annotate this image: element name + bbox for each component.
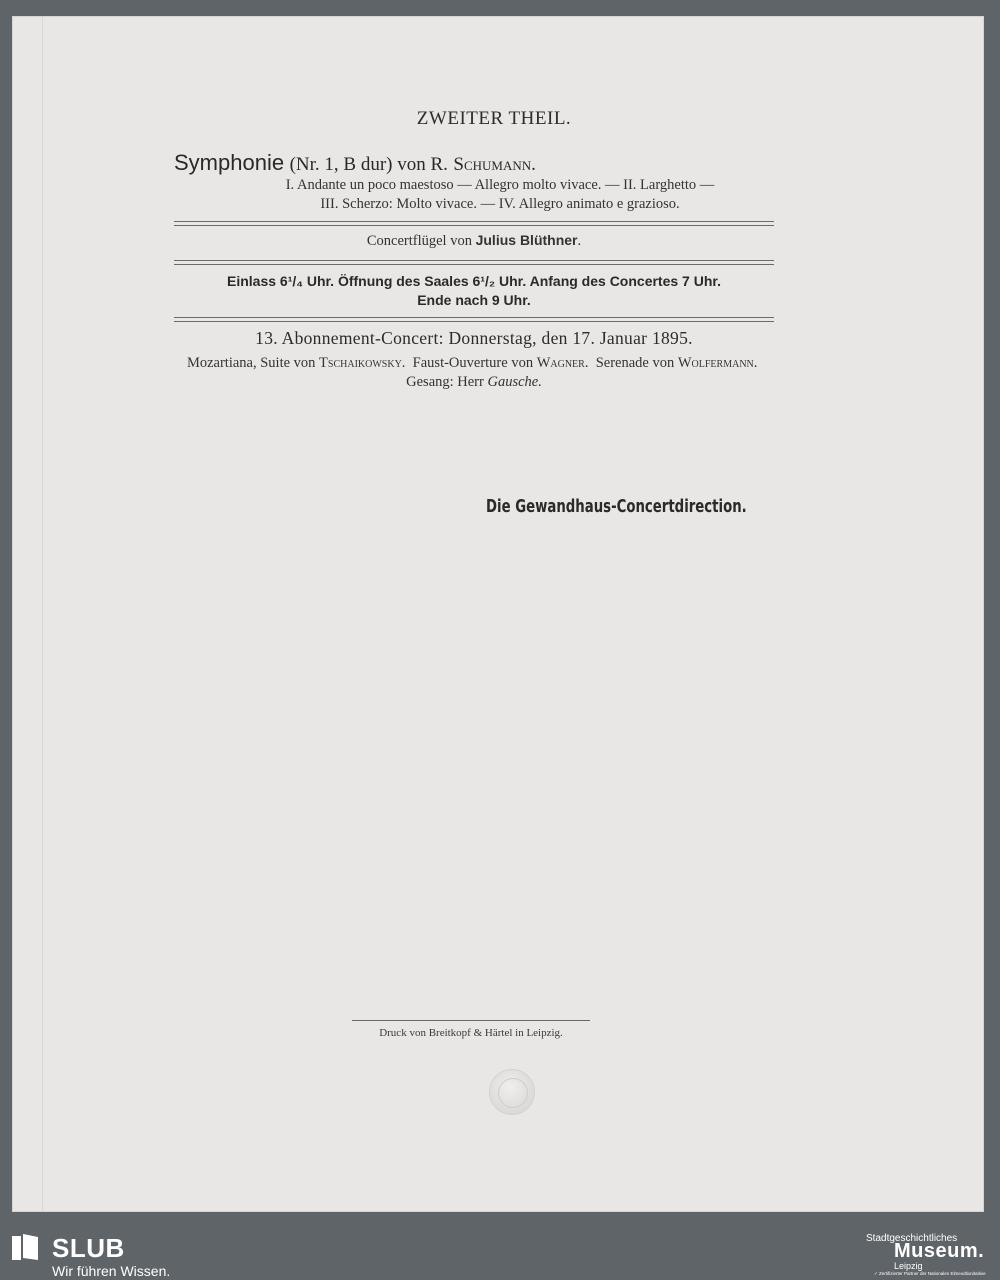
next-concert-heading: 13. Abonnement-Concert: Donnerstag, den 17. Januar 1895. [255, 328, 693, 348]
program-piece-2: Faust-Ouverture von [412, 355, 534, 371]
piano-maker: Julius Blüthner [475, 232, 578, 248]
symphony-composer: Schumann. [453, 154, 536, 175]
program-singer-label: Gesang: Herr [406, 374, 484, 390]
divider-rule [174, 260, 774, 265]
program-composer-3: Wolfermann. [677, 355, 758, 371]
page-fold-line [42, 16, 43, 1212]
program-composer-1: Tschaikowsky. [319, 355, 406, 371]
library-name[interactable]: SLUB [52, 1233, 125, 1263]
divider-rule [174, 221, 774, 226]
movement-line-1: I. Andante un poco maestoso — Allegro molto vivace. — II. Larghetto — [285, 177, 715, 193]
admission-line-1: Einlass 6¹/₄ Uhr. Öffnung des Saales 6¹/₂ Uhr. Anfang des Concertes 7 Uhr. [227, 273, 721, 289]
museum-partner-note: ✓ Zertifizierter Partner der Nationalen Elmexdtionitaitive [874, 1271, 986, 1276]
movement-line-2: III. Scherzo: Molto vivace. — IV. Allegro animato e grazioso. [320, 196, 680, 212]
symphony-title: Symphonie [174, 150, 285, 175]
piano-credit-prefix: Concertflügel von [366, 233, 472, 249]
printer-imprint: Druck von Breitkopf & Härtel in Leipzig. [379, 1027, 563, 1039]
museum-city: Leipzig [894, 1261, 923, 1271]
museum-name[interactable]: Museum. [894, 1240, 985, 1262]
slub-logo-icon [10, 1232, 40, 1262]
program-piece-1: Mozartiana, Suite von [186, 355, 316, 371]
library-tagline: Wir führen Wissen. [52, 1263, 171, 1279]
divider-rule [174, 317, 774, 322]
symphony-details: (Nr. 1, B dur) von R. [289, 154, 448, 175]
piano-credit-suffix: . [577, 233, 582, 249]
program-singer: Gausche. [487, 374, 542, 390]
piano-credit [174, 232, 774, 250]
admission-info [164, 272, 784, 310]
printer-rule [352, 1020, 590, 1021]
museum-label-top: Stadtgeschichtliches [866, 1233, 958, 1244]
symphony-title-line [174, 150, 536, 176]
next-concert-program [164, 354, 784, 392]
embossed-stamp-icon [490, 1070, 534, 1114]
embossed-stamp-ring [498, 1078, 528, 1108]
admission-line-2: Ende nach 9 Uhr. [417, 292, 531, 308]
movements-list [222, 176, 778, 214]
museum-partner-text: Zertifizierter Partner der Nationalen Elmexdtionitaitive [879, 1271, 986, 1276]
program-composer-2: Wagner. [536, 355, 589, 371]
concert-direction-signature: Die Gewandhaus-Concertdirection. [486, 496, 747, 517]
program-piece-3: Serenade von [595, 355, 675, 371]
part-heading: ZWEITER THEIL. [416, 108, 572, 129]
